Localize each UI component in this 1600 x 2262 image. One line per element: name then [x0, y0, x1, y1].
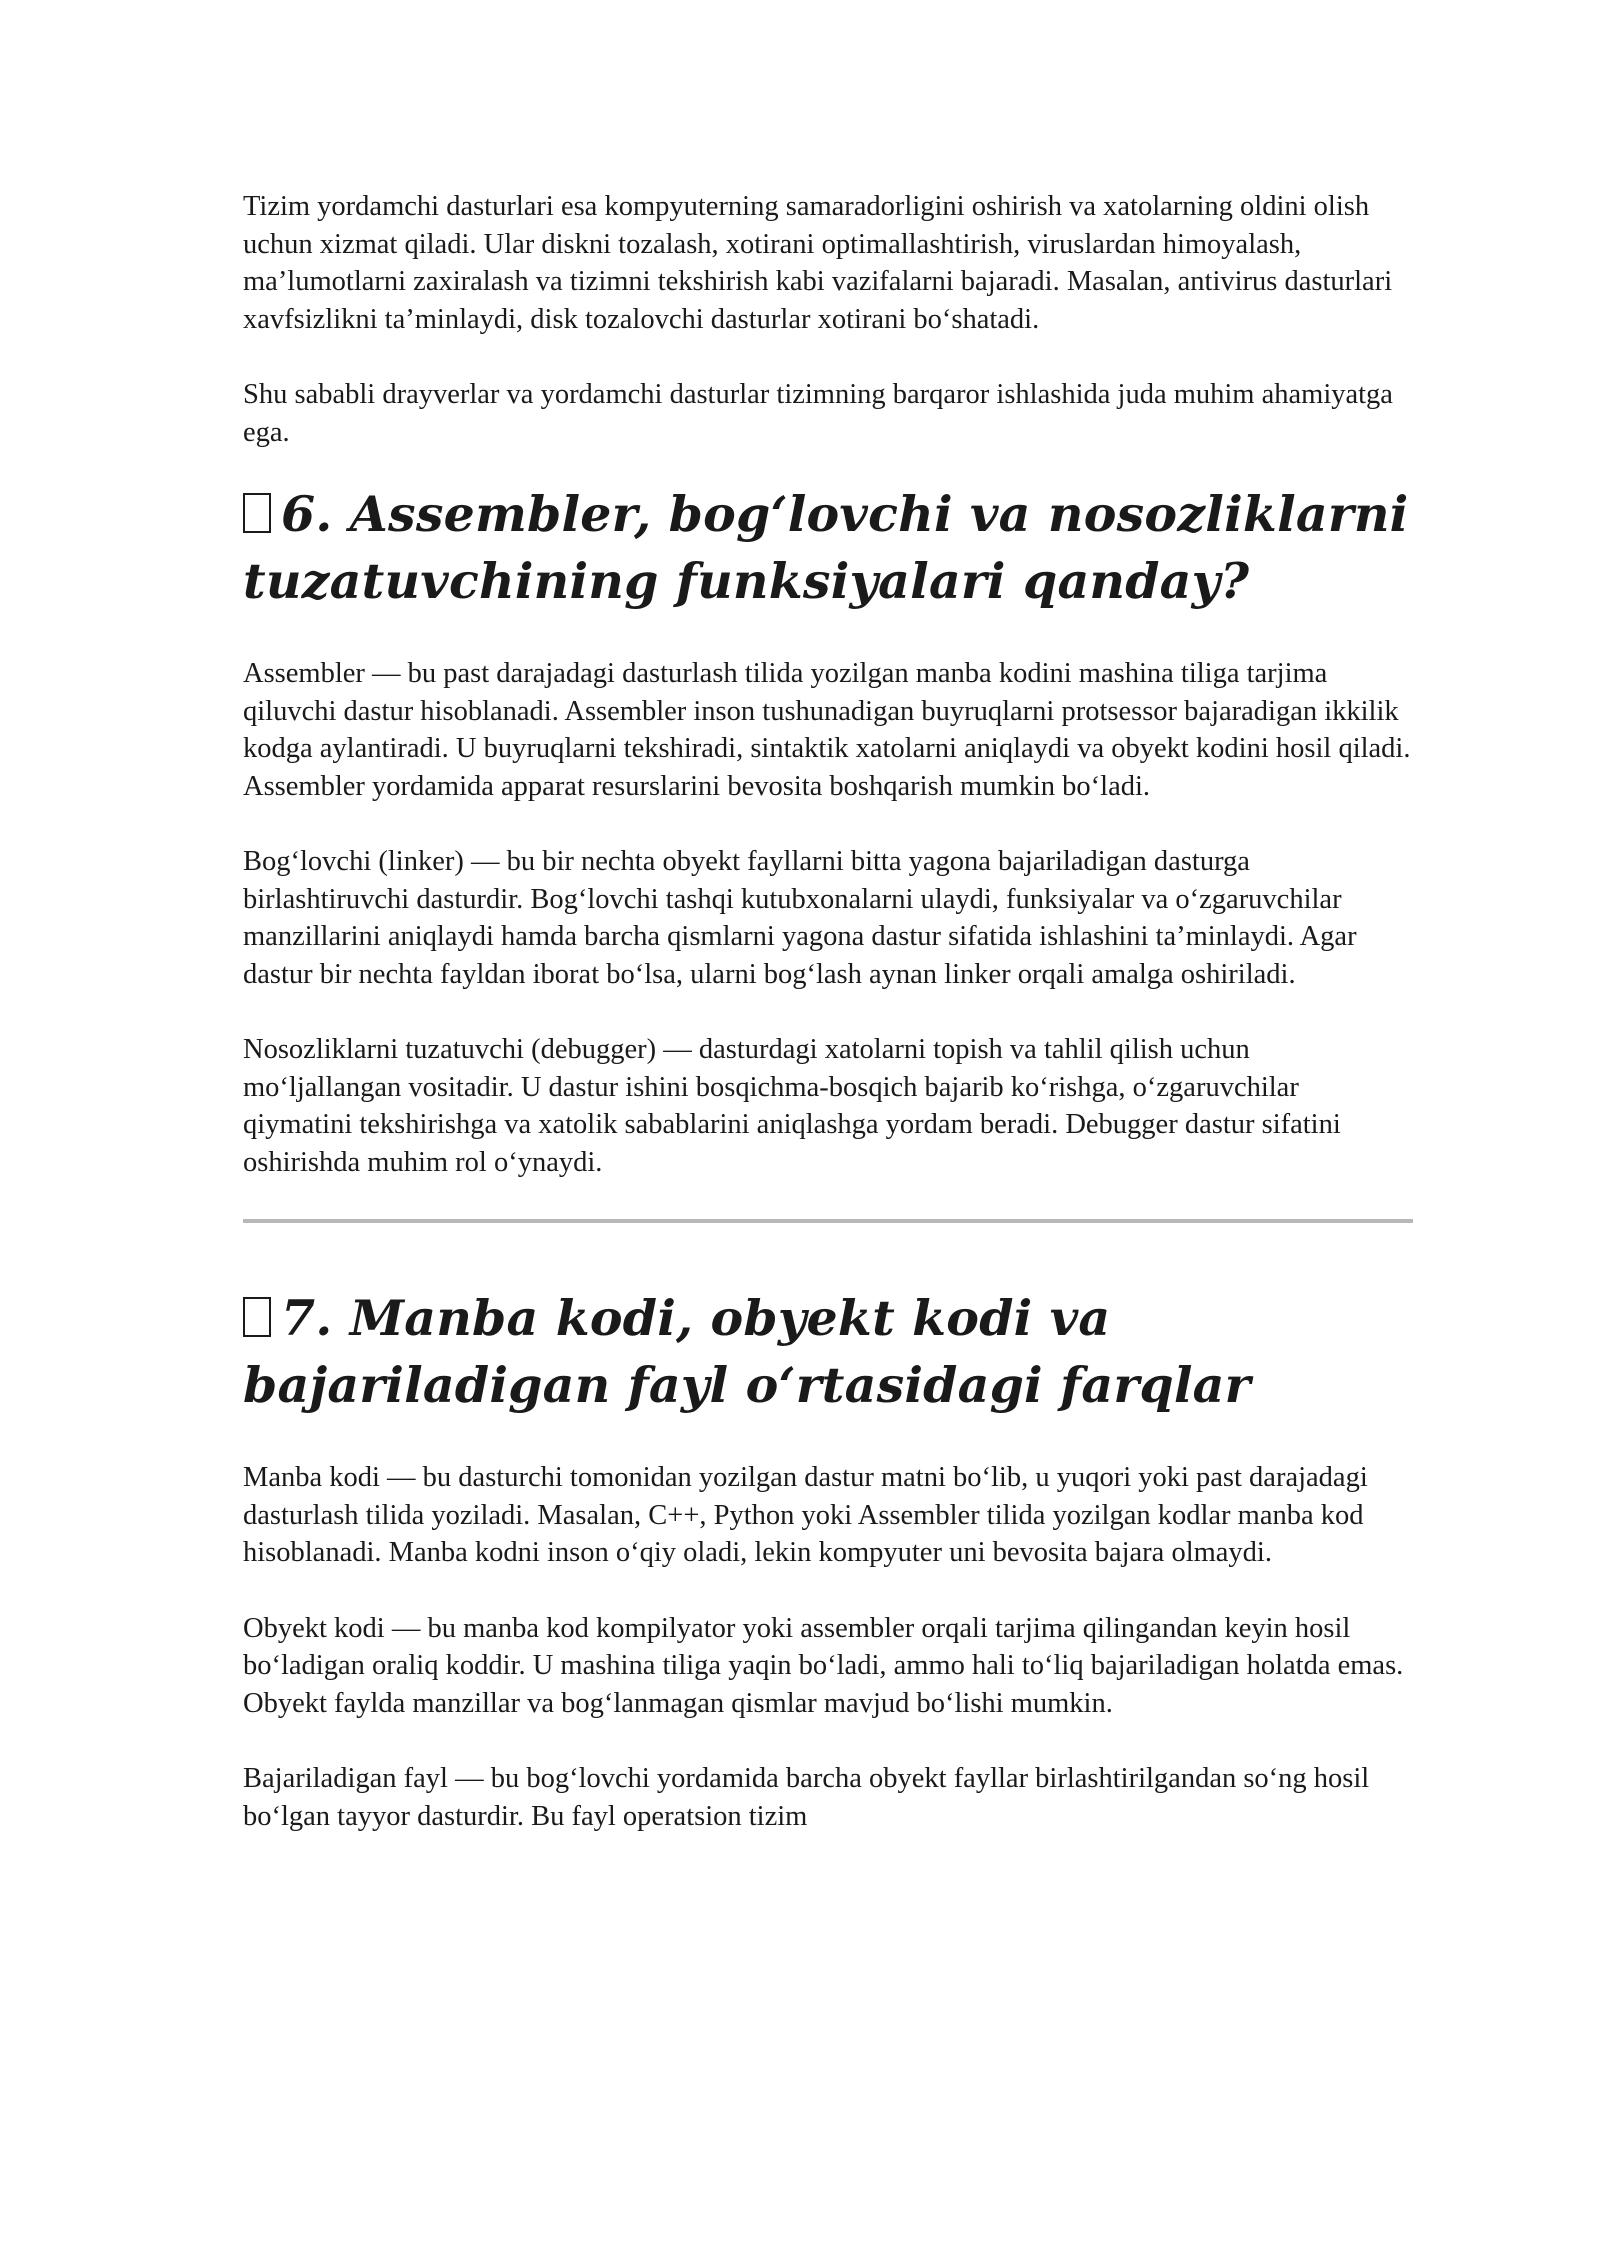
paragraph-debugger: Nosozliklarni tuzatuvchi (debugger) — dasturdagi xatolarni topish va tahlil qilish uchun mo‘ljallangan vositadir. U dastur ishini bosqichma-bosqich bajarib ko‘rishga, o‘zgaruvchilar qiymatini tekshirishga va xatolik sabablarini aniqlashga yordam beradi. Debugger dastur sifatini oshirishda muhim rol o‘ynaydi.: [243, 1034, 1341, 1178]
paragraph-drivers-importance: Shu sababli drayverlar va yordamchi dasturlar tizimning barqaror ishlashida juda muhim ahamiyatga ega.: [243, 379, 1393, 448]
heading-7-line1: 7. Manba kodi, obyekt kodi va: [281, 1289, 1111, 1347]
document-page: [243, 188, 1413, 1835]
paragraph-source-code: Manba kodi — bu dasturchi tomonidan yozilgan dastur matni bo‘lib, u yuqori yoki past darajadagi dasturlash tilida yoziladi. Masalan, C++, Python yoki Assembler tilida yozilgan kodlar manba kod hisoblanadi. Manba kodni inson o‘qiy oladi, lekin kompyuter uni bevosita bajara olmaydi.: [243, 1462, 1368, 1568]
paragraph-object-code: Obyekt kodi — bu manba kod kompilyator yoki assembler orqali tarjima qilingandan keyin hosil bo‘ladigan oraliq koddir. U mashina tiliga yaqin bo‘ladi, ammo hali to‘liq bajariladigan holatda emas. Obyekt faylda manzillar va bog‘lanmagan qismlar mavjud bo‘lishi mumkin.: [243, 1612, 1404, 1719]
paragraph-assembler: Assembler — bu past darajadagi dasturlash tilida yozilgan manba kodini mashina tiliga tarjima qiluvchi dastur hisoblanadi. Assembler inson tushunadigan buyruqlarni protsessor bajaradigan ikkilik kodga aylantiradi. U buyruqlarni tekshiradi, sintaktik xatolarni aniqlaydi va obyekt kodini hosil qiladi. Assembler yordamida apparat resurslarini bevosita boshqarish mumkin bo‘ladi.: [243, 658, 1411, 802]
missing-glyph-box-icon: [243, 493, 271, 533]
heading-7-line2: bajariladigan fayl o‘rtasidagi farqlar: [243, 1356, 1251, 1414]
section-divider: [243, 1219, 1413, 1223]
paragraph-utility-software: Tizim yordamchi dasturlari esa kompyuterning samaradorligini oshirish va xatolarning oldini olish uchun xizmat qiladi. Ular diskni tozalash, xotirani optimallashtirish, viruslardan himoyalash, ma’lumotlarni zaxiralash va tizimni tekshirish kabi vazifalarni bajaradi. Masalan, antivirus dasturlari xavfsizlikni ta’minlaydi, disk tozalovchi dasturlar xotirani bo‘shatadi.: [243, 191, 1393, 335]
heading-6-line1: 6. Assembler, bog‘lovchi va nosozliklarni: [281, 485, 1409, 543]
paragraph-linker: Bog‘lovchi (linker) — bu bir nechta obyekt fayllarni bitta yagona bajariladigan dasturga birlashtiruvchi dasturdir. Bog‘lovchi tashqi kutubxonalarni ulaydi, funksiyalar va o‘zgaruvchilar manzillarini aniqlaydi hamda barcha qismlarni yagona dastur sifatida ishlashini ta’minlaydi. Agar dastur bir nechta fayldan iborat bo‘lsa, ularni bog‘lash aynan linker orqali amalga oshiriladi.: [243, 846, 1357, 990]
missing-glyph-box-icon: [243, 1297, 271, 1337]
paragraph-executable-file: Bajariladigan fayl — bu bog‘lovchi yordamida barcha obyekt fayllar birlashtirilgandan so‘ng hosil bo‘lgan tayyor dasturdir. Bu fayl operatsion tizim: [243, 1763, 1370, 1832]
section-heading-7: [243, 1285, 1413, 1419]
section-heading-6: [243, 481, 1413, 615]
heading-6-line2: tuzatuvchining funksiyalari qanday?: [243, 552, 1250, 610]
